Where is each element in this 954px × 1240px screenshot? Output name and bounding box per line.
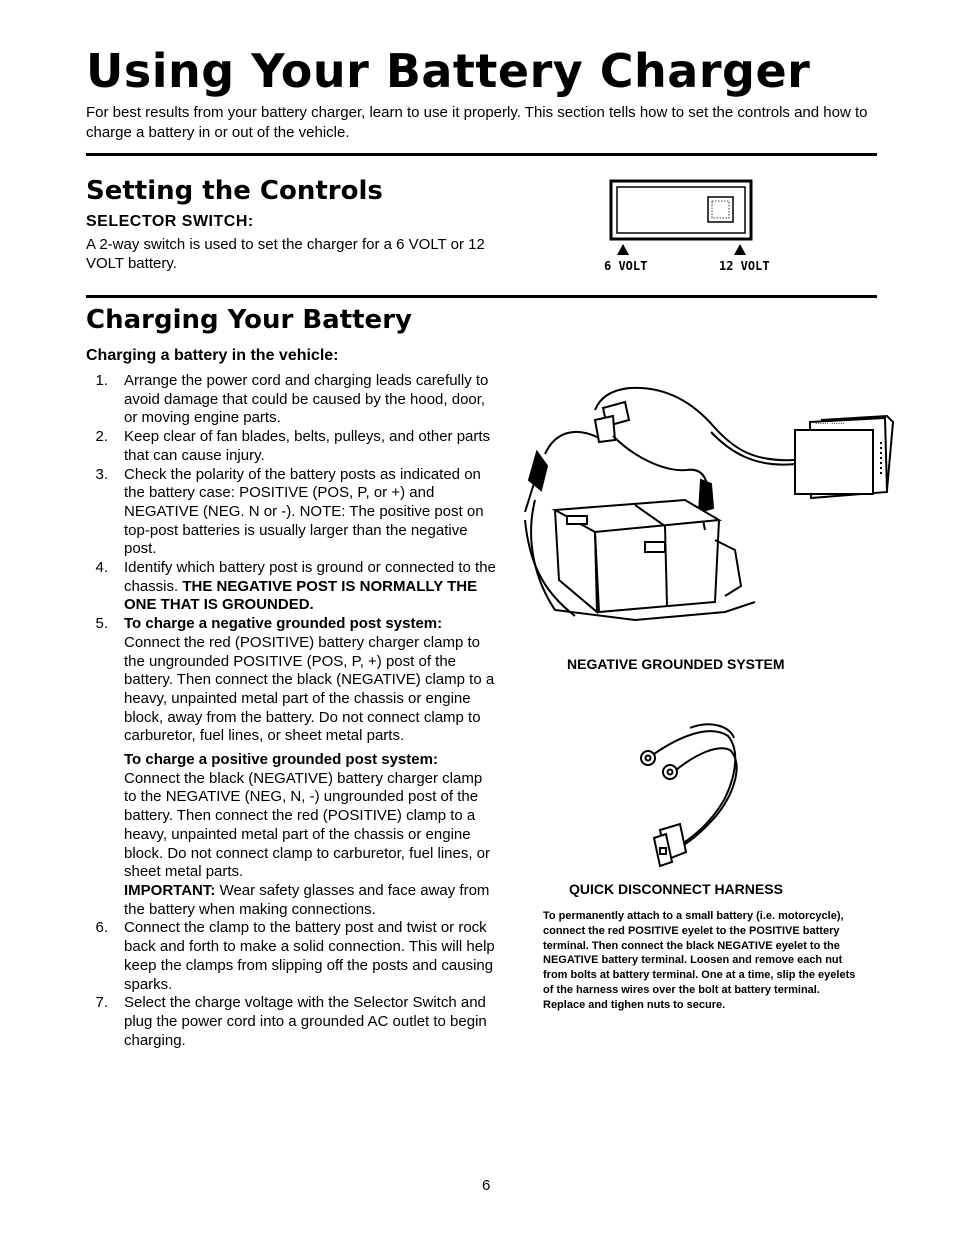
selector-switch-heading: SELECTOR SWITCH:	[86, 213, 254, 230]
steps-list	[86, 372, 498, 1050]
controls-heading: Setting the Controls	[86, 176, 383, 206]
step-number: 6.	[95, 919, 108, 937]
important-label: IMPORTANT:	[124, 881, 216, 899]
step-item	[86, 428, 498, 465]
step-item	[86, 559, 498, 615]
switch-label-12v: 12 VOLT	[719, 259, 770, 273]
negative-system-heading: To charge a negative grounded post system:	[124, 615, 443, 633]
section-divider	[86, 295, 877, 298]
harness-illustration	[630, 720, 760, 870]
negative-grounded-caption: NEGATIVE GROUNDED SYSTEM	[567, 656, 785, 672]
positive-system-text: Connect the black (NEGATIVE) battery charger clamp to the NEGATIVE (NEG, N, -) ungrounded post of the battery. Then connect the red (POSITIVE) clamp to a heavy, unpainted metal part of the chassis or engine block. Do not connect clamp to carburetor, fuel lines, or sheet metal parts.	[124, 769, 491, 881]
step-text: Select the charge voltage with the Selector Switch and plug the power cord into a grounded AC outlet to begin charging.	[124, 994, 487, 1049]
charging-subheading: Charging a battery in the vehicle:	[86, 347, 339, 364]
step-text: Arrange the power cord and charging leads carefully to avoid damage that could be caused by the hood, door, or moving engine parts.	[124, 372, 489, 427]
step-warning: THE NEGATIVE POST IS NORMALLY THE ONE THAT IS GROUNDED.	[124, 577, 478, 614]
plug-connector-icon	[654, 824, 686, 866]
step-number: 3.	[95, 465, 108, 483]
charger-icon	[795, 416, 893, 498]
page-title: Using Your Battery Charger	[86, 44, 811, 98]
step-item	[86, 372, 498, 428]
negative-grounded-illustration	[515, 380, 895, 640]
step-text: Check the polarity of the battery posts as indicated on the battery case: POSITIVE (POS, P, or +) and NEGATIVE (NEG. N or -). NOTE: The positive post on top-post batteries is usually larger than the negative post.	[124, 465, 484, 558]
step-item	[86, 466, 498, 560]
eyelet-icon	[641, 751, 677, 779]
step-text: Identify which battery post is ground or connected to the chassis.	[124, 559, 496, 595]
step-number: 5.	[95, 615, 108, 633]
important-text: Wear safety glasses and face away from the battery when making connections.	[124, 881, 490, 918]
step-item	[86, 919, 498, 994]
step-number: 1.	[95, 372, 108, 389]
charging-heading: Charging Your Battery	[86, 305, 412, 335]
svg-text:⋯⋯ ⋯⋯: ⋯⋯ ⋯⋯	[815, 421, 845, 428]
step-item	[86, 994, 498, 1050]
section-divider	[86, 153, 877, 156]
step-number: 7.	[95, 994, 108, 1012]
arrow-up-icon	[734, 244, 746, 255]
page-number: 6	[482, 1177, 491, 1194]
intro-paragraph: For best results from your battery charger, learn to use it properly. This section tells how to set the controls and how to charge a battery in or out of the vehicle.	[86, 104, 868, 141]
step-text: Connect the red (POSITIVE) battery charger clamp to the ungrounded POSITIVE (POS, P, +) post of the battery. Then connect the black (NEGATIVE) clamp to a heavy, unpainted metal part of the chassis or engine block, away from the battery. Do not connect clamp to carburetor, fuel lines, or sheet metal parts.	[124, 633, 495, 745]
harness-caption: QUICK DISCONNECT HARNESS	[569, 881, 783, 897]
step-text: Connect the clamp to the battery post and twist or rock back and forth to make a solid connection. This will help keep the clamps from slipping off the posts and causing sparks.	[124, 919, 495, 993]
battery-icon	[525, 500, 755, 620]
step-item	[86, 615, 498, 919]
step-text: Keep clear of fan blades, belts, pulleys, and other parts that can cause injury.	[124, 428, 491, 464]
selector-switch-text: A 2-way switch is used to set the charger for a 6 VOLT or 12 VOLT battery.	[86, 236, 485, 272]
step-number: 2.	[95, 428, 108, 446]
arrow-up-icon	[617, 244, 629, 255]
switch-label-6v: 6 VOLT	[604, 259, 648, 273]
positive-system-heading: To charge a positive grounded post system:	[124, 751, 438, 769]
harness-note: To permanently attach to a small battery (i.e. motorcycle), connect the red POSITIVE eyelet to the POSITIVE battery terminal. Then connect the black NEGATIVE eyelet to the NEGATIVE battery terminal. Loosen and remove each nut from bolts at battery terminal. One at a time, slip the eyelets of the harness wires over the bolt at battery terminal. Replace and tighen nuts to secure.	[543, 910, 856, 1011]
step-number: 4.	[95, 559, 108, 577]
connector-icon	[545, 402, 707, 484]
selector-switch-diagram	[600, 178, 770, 278]
